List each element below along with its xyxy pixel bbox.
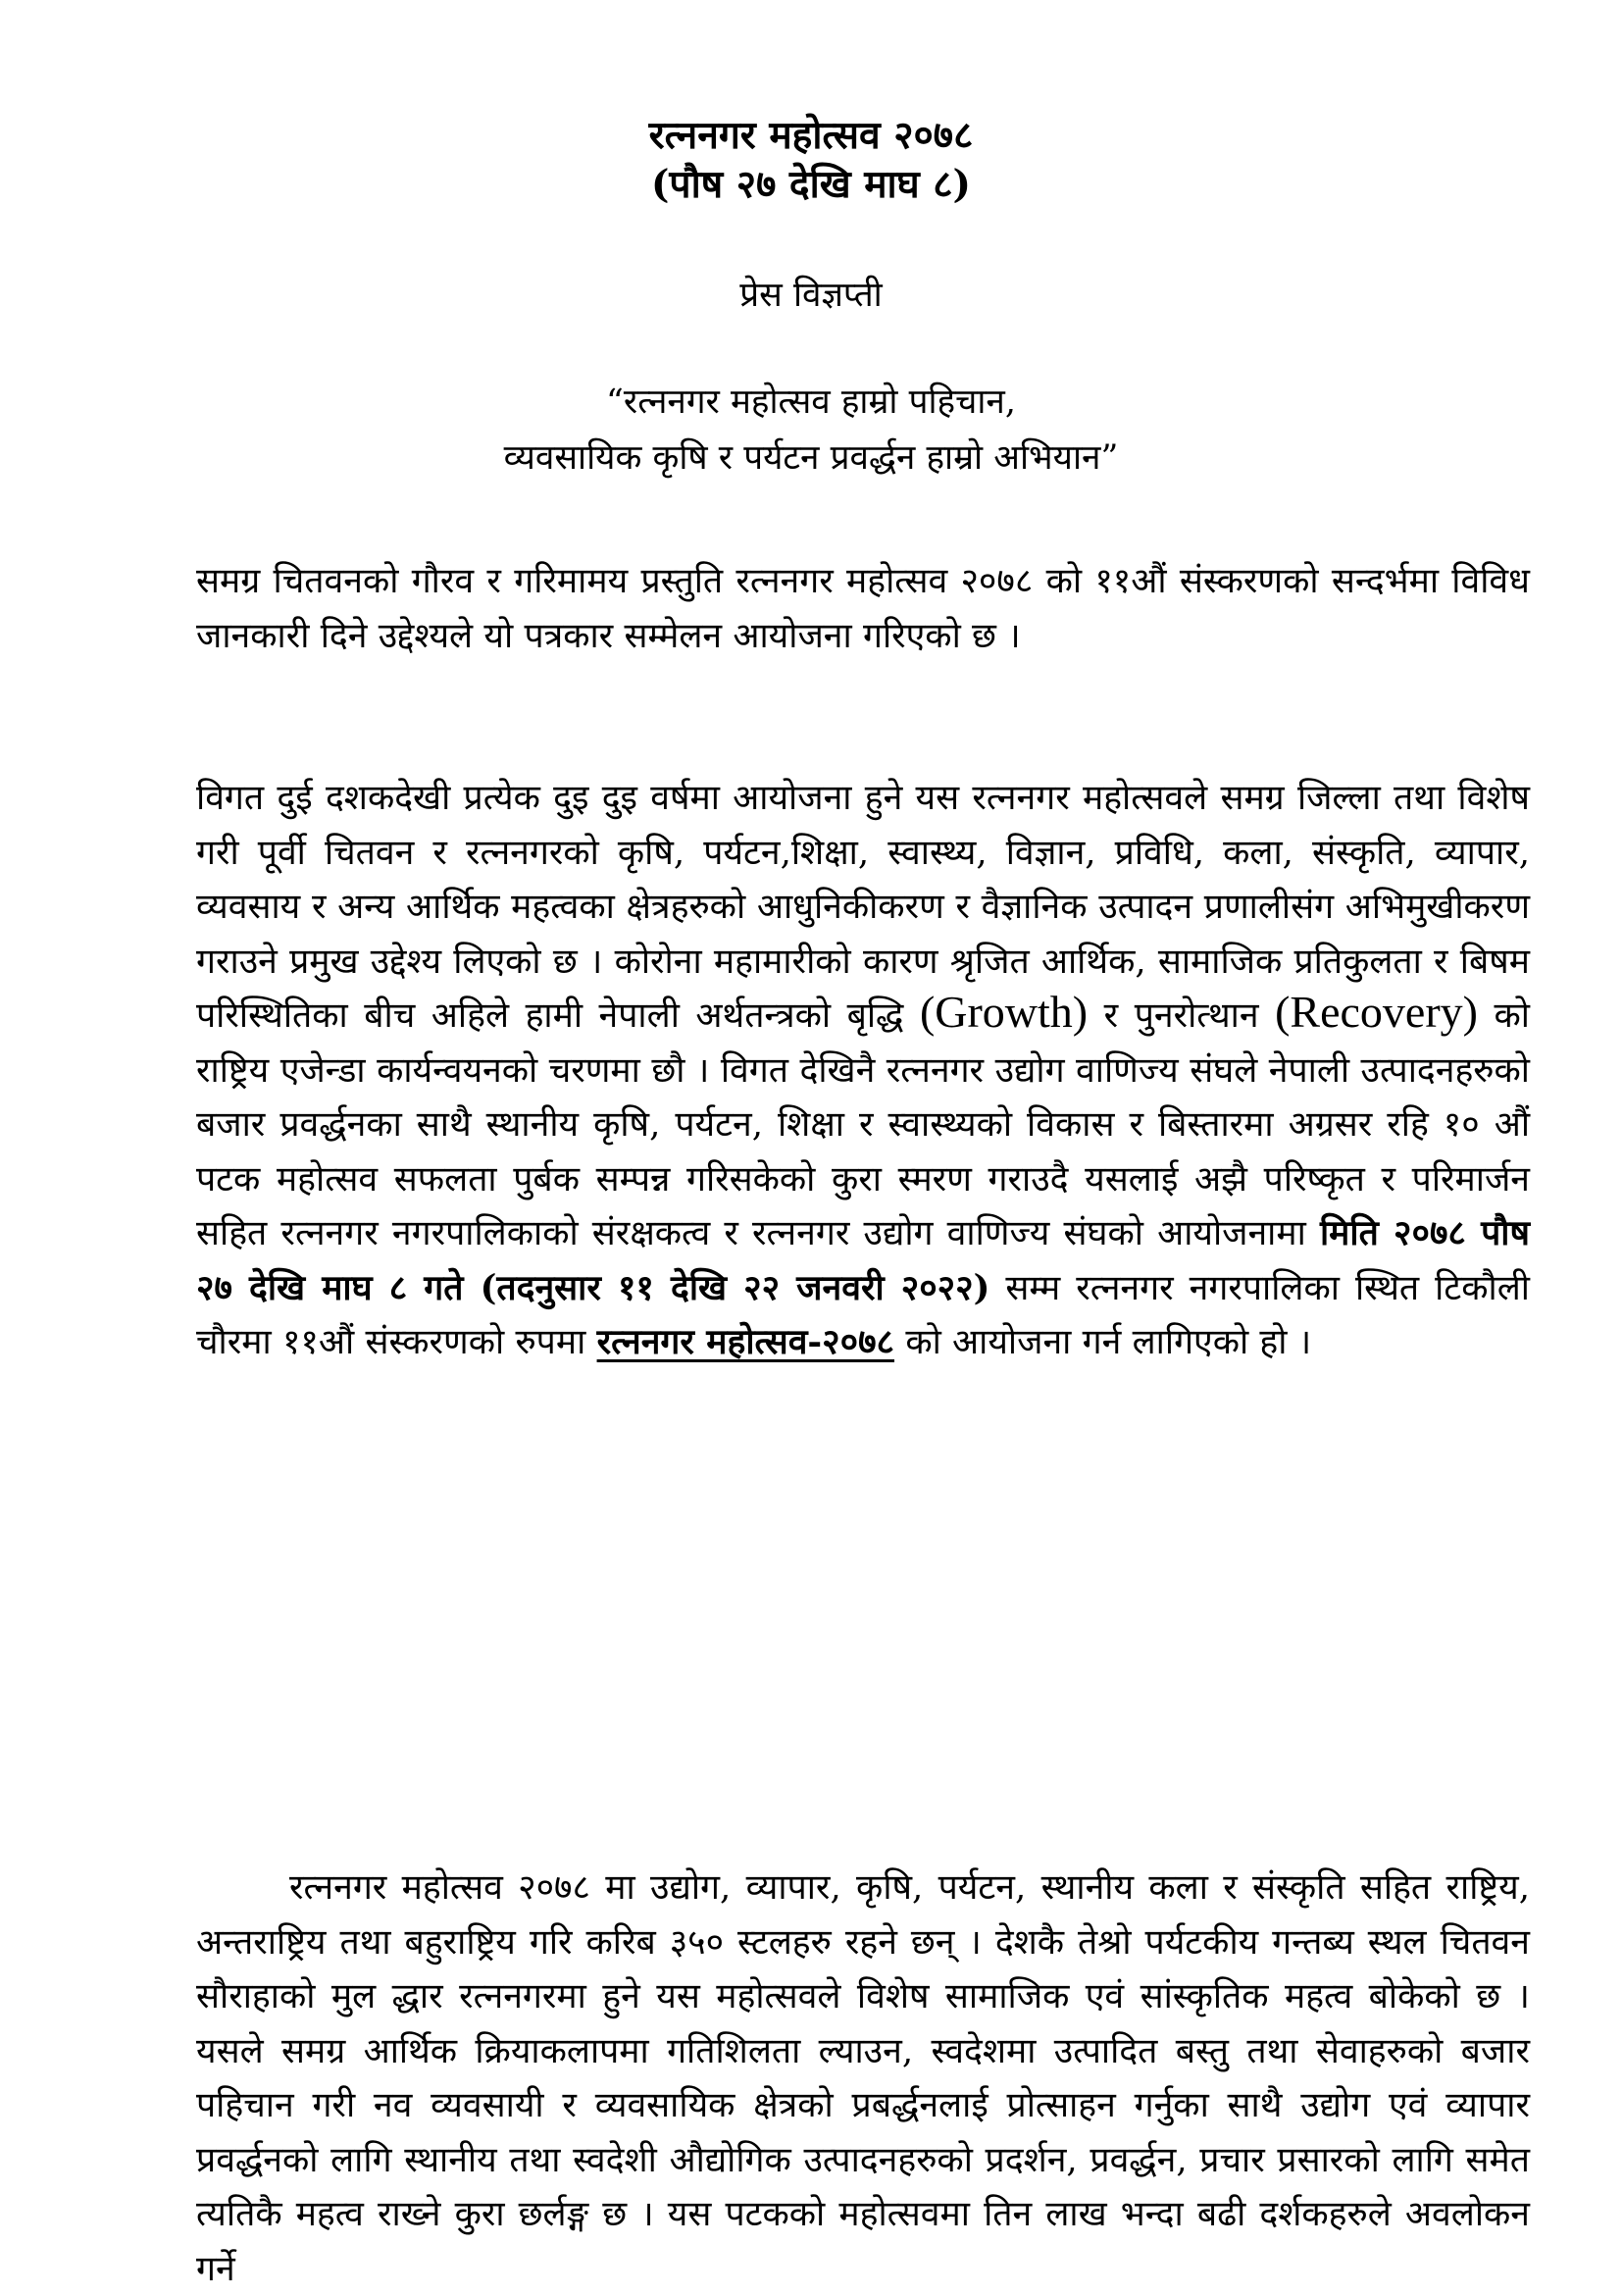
slogan-line-2: व्यवसायिक कृषि र पर्यटन प्रवर्द्धन हाम्रो अभियान” — [503, 438, 1119, 478]
document-subtitle-dates: (पौष २७ देखि माघ ८) — [650, 162, 972, 207]
growth-term: (Growth) — [919, 987, 1089, 1037]
paragraph-event-details: रत्ननगर महोत्सव २०७८ मा उद्योग, व्यापार, कृषि, पर्यटन, स्थानीय कला र संस्कृति सहित राष्ट्रिय, अन्तराष्ट्रिय तथा बहुराष्ट्रिय गरि करिब ३५० स्टलहरु रहने छन् । देशकै तेश्रो पर्यटकीय गन्तब्य स्थल चितवन सौराहाको मुल द्धार रत्ननगरमा हुने यस महोत्सवले विशेष सामाजिक एवं सांस्कृतिक महत्व बोकेको छ । यसले समग्र आर्थिक क्रियाकलापमा गतिशिलता ल्याउन, स्वदेशमा उत्पादित बस्तु तथा सेवाहरुको बजार पहिचान गरी नव व्यवसायी र व्यवसायिक क्षेत्रको प्रबर्द्धनलाई प्रोत्साहन गर्नुका साथै उद्योग एवं व्यापार प्रवर्द्धनको लागि स्थानीय तथा स्वदेशी औद्योगिक उत्पादनहरुको प्रदर्शन, प्रवर्द्धन, प्रचार प्रसारको लागि समेत त्यतिकै महत्व राख्ने कुरा छर्लङ्ग छ । यस पटकको महोत्सवमा तिन लाख भन्दा बढी दर्शकहरुले अवलोकन गर्ने — [196, 1867, 1530, 2289]
paragraph-background-text-3: को राष्ट्रिय एजेन्डा कार्यन्वयनको चरणमा छौ । विगत देखिनै रत्ननगर उद्योग वाणिज्य संघले नेपाली उत्पादनहरुको बजार प्रवर्द्धनका साथै स्थानीय कृषि, पर्यटन, शिक्षा र स्वास्थ्यको विकास र बिस्तारमा अग्रसर रहि १० औं पटक महोत्सव सफलता पुर्बक सम्पन्न गरिसकेको कुरा स्मरण गराउदै यसलाई अझै परिष्कृत र परिमार्जन सहित रत्ननगर नगरपालिकाको संरक्षकत्व र रत्ननगर उद्योग वाणिज्य संघको आयोजनामा — [196, 995, 1530, 1253]
recovery-term: (Recovery) — [1275, 987, 1478, 1037]
paragraph-background-text-5: को आयोजना गर्न लागिएको हो । — [905, 1322, 1312, 1362]
paragraph-background-text-2: र पुनरोत्थान — [1103, 995, 1259, 1036]
paragraph-background-text-1: विगत दुई दशकदेखी प्रत्येक दुइ दुइ वर्षमा आयोजना हुने यस रत्ननगर महोत्सवले समग्र जिल्ला तथा विशेष गरी पूर्वी चितवन र रत्ननगरको कृषि, पर्यटन,शिक्षा, स्वास्थ्य, विज्ञान, प्रविधि, कला, संस्कृति, व्यापार, व्यवसाय र अन्य आर्थिक महत्वका क्षेत्रहरुको आधुनिकीकरण र वैज्ञानिक उत्पादन प्रणालीसंग अभिमुखीकरण गराउने प्रमुख उद्देश्य लिएको छ । कोरोना महामारीको कारण श्रृजित आर्थिक, सामाजिक प्रतिकुलता र बिषम परिस्थितिका बीच अहिले हामी नेपाली अर्थतन्त्रको बृद्धि — [196, 778, 1530, 1036]
document-title: रत्ननगर महोत्सव २०७८ — [648, 113, 974, 158]
event-dates-bold: मिति २०७८ पौष २७ देखि माघ ८ गते (तदनुसार ११ देखि २२ जनवरी २०२२) — [196, 1213, 1530, 1308]
event-name-underlined: रत्ननगर महोत्सव-२०७८ — [596, 1322, 895, 1362]
slogan-line-1: “रत्ननगर महोत्सव हाम्रो पहिचान, — [606, 383, 1016, 422]
press-release-heading: प्रेस विज्ञप्ती — [739, 276, 883, 315]
paragraph-background — [196, 771, 1530, 1370]
paragraph-background-text-4: सम्म रत्ननगर नगरपालिका स्थित टिकौली चौरमा ११औं संस्करणको रुपमा — [196, 1267, 1530, 1362]
paragraph-intro: समग्र चितवनको गौरव र गरिमामय प्रस्तुति रत्ननगर महोत्सव २०७८ को ११औं संस्करणको सन्दर्भमा विविध जानकारी दिने उद्देश्यले यो पत्रकार सम्मेलन आयोजना गरिएको छ । — [196, 561, 1530, 656]
